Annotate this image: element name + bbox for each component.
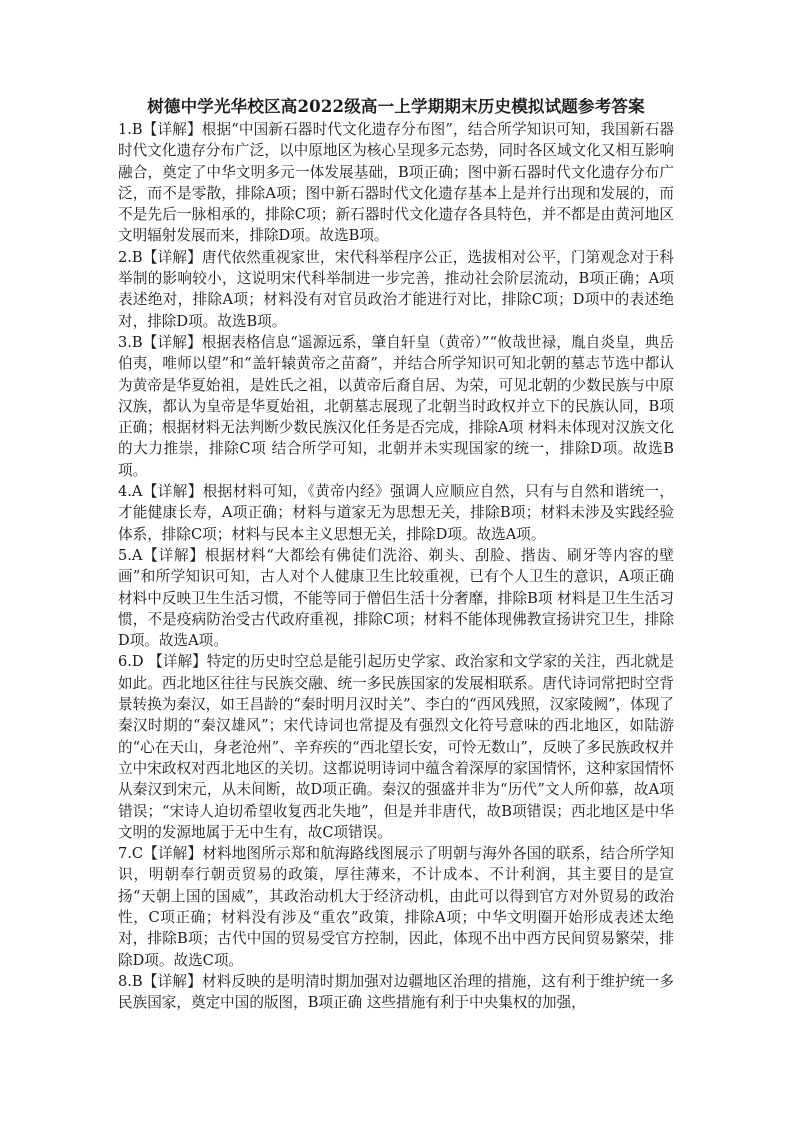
answer-text: 根据表格信息“遥源远系，肇自轩皇（黄帝）”“攸哉世禄，胤自炎皇，典岳伯夷，唯师以望”和“盖轩辕黄帝之苗裔”，并结合所学知识可知北朝的墓志节选中都认为黄帝是华夏始祖，是姓氏之祖，以黄帝后裔自居、为荣，可见北朝的少数民族与中原汉族，都认为皇帝是华夏始祖，北朝墓志展现了北朝当时政权并立下的民族认同，B项正确；根据材料无法判断少数民族汉化任务是否完成，排除A项 材料未体现对汉族文化的大力推崇，排除C项 结合所学可知，北朝并未实现国家的统一，排除D项。故选B项。: [118, 333, 674, 479]
answer-text: 唐代依然重视家世，宋代科举程序公正，选拔相对公平，门第观念对于科举制的影响较小，这说明宋代科举制进一步完善，推动社会阶层流动，B项正确；A项表述绝对，排除A项；材料没有对官员政治才能进行对比，排除C项；D项中的表述绝对，排除D项。故选B项。: [118, 248, 674, 330]
answer-text: 根据“中国新石器时代文化遗存分布图”，结合所学知识可知，我国新石器时代文化遗存分布广泛，以中原地区为核心呈现多元态势，同时各区域文化又相互影响融合，奠定了中华文明多元一体发展基础，B项正确；图中新石器时代文化遗存分布广泛，而不是零散，排除A项；图中新石器时代文化遗存基本上是并行出现和发展的，而不是先后一脉相承的，排除C项；新石器时代文化遗存各具特色，并不都是由黄河地区文明辐射发展而来，排除D项。故选B项。: [118, 121, 674, 245]
answer-item-5: [118, 545, 674, 651]
answer-prefix: 5.A【详解】: [118, 546, 205, 564]
answer-prefix: 4.A【详解】: [118, 483, 203, 501]
document-title: 树德中学光华校区高2022级高一上学期期末历史模拟试题参考答案: [147, 97, 645, 116]
answer-item-1: [118, 119, 674, 247]
answer-prefix: 6.D 【详解】: [118, 653, 207, 671]
answer-prefix: 7.C【详解】: [118, 845, 203, 863]
answer-list: [118, 119, 674, 1013]
answer-prefix: 1.B【详解】: [118, 121, 202, 138]
answer-prefix: 8.B【详解】: [118, 972, 202, 990]
answer-text: 材料反映的是明清时期加强对边疆地区治理的措施，这有利于维护统一多民族国家，奠定中国的版图，B项正确 这些措施有利于中央集权的加强，: [118, 972, 674, 1012]
answer-item-8: [118, 971, 674, 1014]
answer-text: 根据材料“大都绘有佛徒们洗浴、剃头、刮脸、揩齿、刷牙等内容的壁画”和所学知识可知，古人对个人健康卫生比较重视，已有个人卫生的意识，A项正确 材料中反映卫生生活习惯，不能等同于僧侣生活十分奢靡，排除B项 材料是卫生生活习惯，不是疫病防治受古代政府重视，排除C项；材料不能体现佛教宣扬讲究卫生，排除D项。故选A项。: [118, 546, 674, 650]
answer-prefix: 3.B【详解】: [118, 333, 202, 351]
answer-prefix: 2.B【详解】: [118, 248, 202, 266]
answer-item-4: [118, 481, 674, 545]
answer-item-7: [118, 843, 674, 971]
answer-text: 特定的历史时空总是能引起历史学家、政治家和文学家的关注，西北就是如此。西北地区往往与民族交融、统一多民族国家的发展相联系。唐代诗词常把时空背景转换为秦汉，如王昌龄的“秦时明月汉时关”、李白的“西风残照，汉家陵阙”，体现了秦汉时期的“秦汉雄风”；宋代诗词也常提及有强烈文化符号意味的西北地区，如陆游的“心在天山，身老沧州”、辛弃疾的“西北望长安，可怜无数山”，反映了多民族政权并立中宋政权对西北地区的关切。这都说明诗词中蕴含着深厚的家国情怀，这种家国情怀从秦汉到宋元，从未间断，故D项正确。秦汉的强盛并非为“历代”文人所仰慕，故A项错误；“宋诗人迫切希望收复西北失地”，但是并非唐代，故B项错误；西北地区是中华文明的发源地属于无中生有，故C项错误。: [118, 653, 674, 841]
answer-text: 根据材料可知，《黄帝内经》强调人应顺应自然，只有与自然和谐统一，才能健康长寿，A项正确；材料与道家无为思想无关，排除B项；材料未涉及实践经验体系，排除C项；材料与民本主义思想无关，排除D项。故选A项。: [118, 483, 675, 543]
answer-text: 材料地图所示郑和航海路线图展示了明朝与海外各国的联系，结合所学知识，明朝奉行朝贡贸易的政策，厚往薄来，不计成本、不计利润，其主要目的是宣扬“天朝上国的国威”，其政治动机大于经济动机，由此可以得到官方对外贸易的政治性，C项正确；材料没有涉及“重农”政策，排除A项；中华文明圈开始形成表述太绝对，排除B项；古代中国的贸易受官方控制，因此，体现不出中西方民间贸易繁荣，排除D项。故选C项。: [118, 845, 674, 969]
document-page: [118, 96, 674, 1013]
answer-item-6: [118, 651, 674, 843]
answer-item-3: [118, 332, 674, 481]
answer-item-2: [118, 247, 674, 332]
